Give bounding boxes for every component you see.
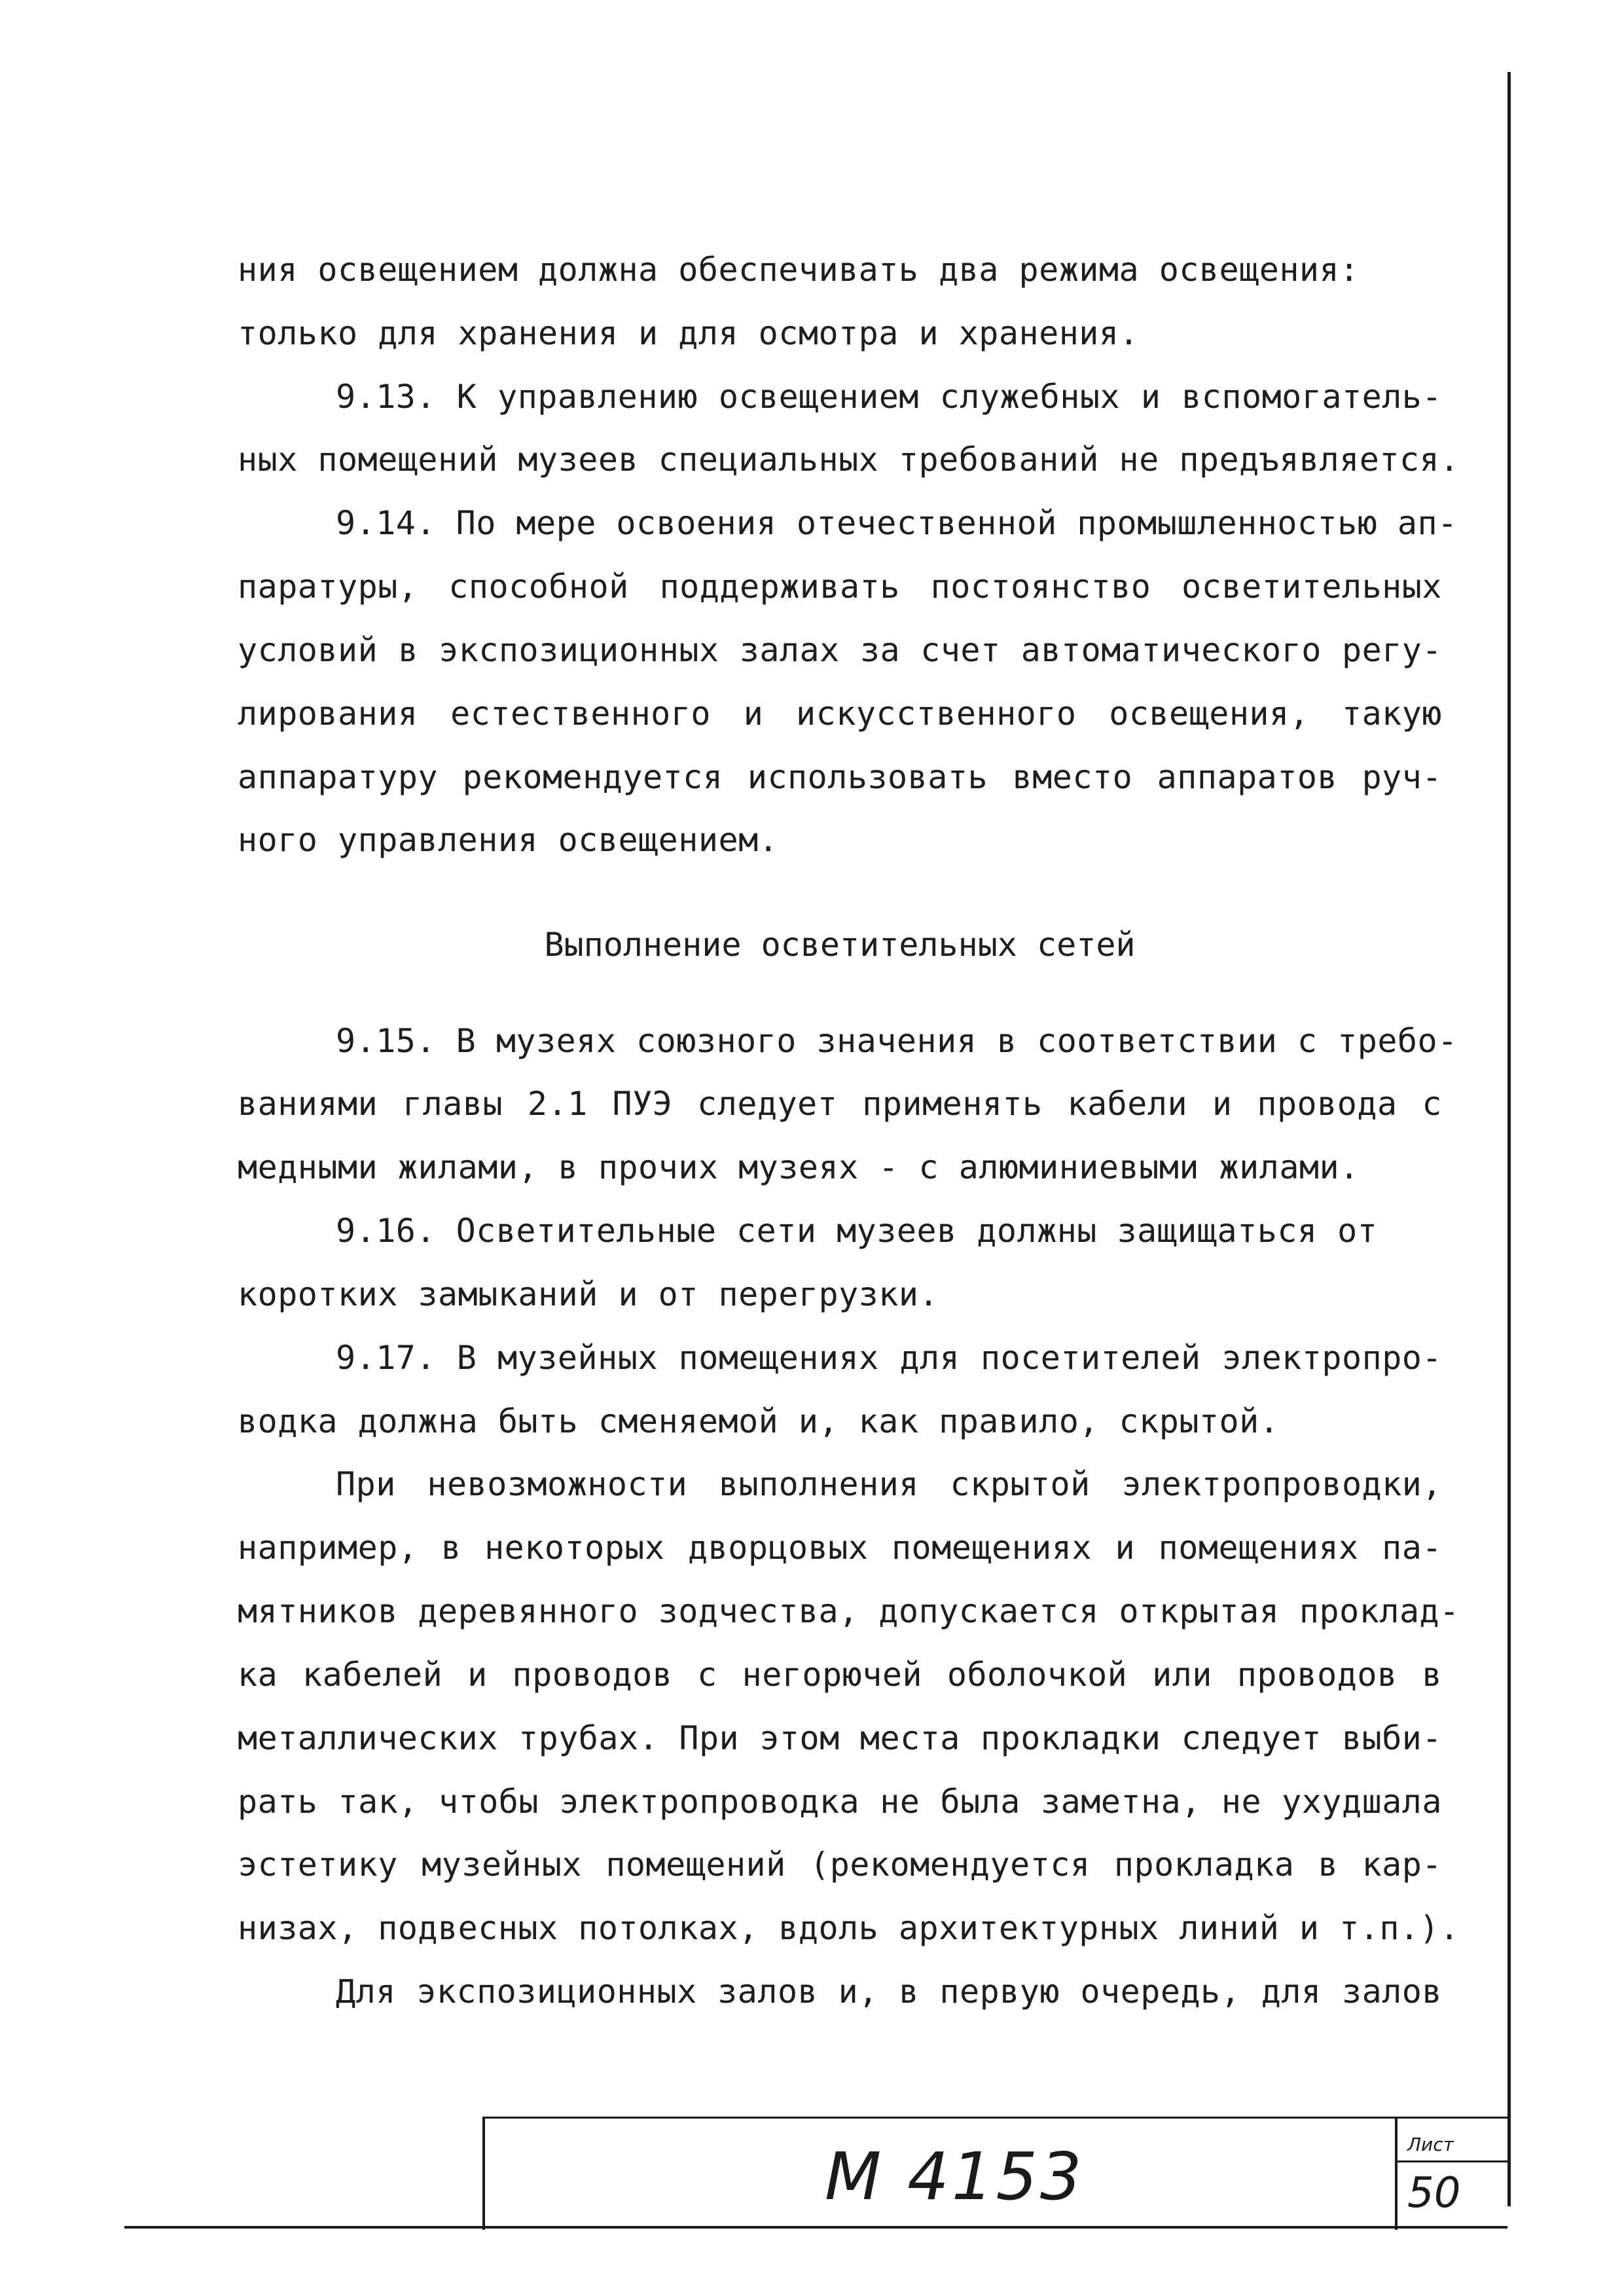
text-line: 9.14. По мере освоения отечественной промышленностью ап- xyxy=(336,504,1458,542)
text-line: ваниями главы 2.1 ПУЭ следует применять кабели и провода с xyxy=(238,1085,1442,1123)
text-line: металлических трубах. При этом места прокладки следует выби- xyxy=(238,1719,1442,1757)
sheet-label: Лист xyxy=(1407,2134,1454,2155)
text-line: 9.15. В музеях союзного значения в соответствии с требо- xyxy=(336,1022,1458,1060)
text-line: 9.13. К управлению освещением служебных и вспомогатель- xyxy=(336,378,1442,416)
text-line: ных помещений музеев специальных требований не предъявляется. xyxy=(238,441,1460,479)
document-code: M 4153 xyxy=(825,2138,1085,2215)
text-line: только для хранения и для осмотра и хранения. xyxy=(238,314,1140,352)
text-line: 9.16. Осветительные сети музеев должны защищаться от xyxy=(336,1212,1378,1250)
text-line: медными жилами, в прочих музеях - с алюминиевыми жилами. xyxy=(238,1148,1360,1186)
text-line: мятников деревянного зодчества, допускается открытая проклад- xyxy=(238,1592,1460,1630)
text-line: например, в некоторых дворцовых помещениях и помещениях па- xyxy=(238,1529,1442,1567)
text-line: аппаратуру рекомендуется использовать вместо аппаратов руч- xyxy=(238,758,1442,796)
text-line: При невозможности выполнения скрытой электропроводки, xyxy=(336,1465,1442,1503)
page-right-border xyxy=(1507,72,1511,2206)
text-line: коротких замыканий и от перегрузки. xyxy=(238,1275,939,1313)
text-line: 9.17. В музейных помещениях для посетителей электропро- xyxy=(336,1339,1442,1377)
text-line: Для экспозиционных залов и, в первую очередь, для залов xyxy=(336,1973,1442,2011)
sheet-cell-divider xyxy=(1395,2160,1507,2162)
text-line: паратуры, способной поддерживать постоянство осветительных xyxy=(238,568,1442,606)
text-line: водка должна быть сменяемой и, как правило, скрытой. xyxy=(238,1402,1280,1440)
text-line: ния освещением должна обеспечивать два режима освещения: xyxy=(238,251,1360,289)
text-line: условий в экспозиционных залах за счет автоматического регу- xyxy=(238,631,1442,669)
text-line: лирования естественного и искусственного освещения, такую xyxy=(238,695,1442,733)
text-line: рать так, чтобы электропроводка не была заметна, не ухудшала xyxy=(238,1783,1442,1821)
sheet-number: 50 xyxy=(1407,2169,1461,2217)
bottom-frame-line xyxy=(124,2226,1507,2229)
section-heading: Выполнение осветительных сетей xyxy=(544,926,1136,964)
text-line: ка кабелей и проводов с негорючей оболочкой или проводов в xyxy=(238,1656,1442,1694)
text-line: эстетику музейных помещений (рекомендуется прокладка в кар- xyxy=(238,1846,1442,1884)
text-line: низах, подвесных потолках, вдоль архитектурных линий и т.п.). xyxy=(238,1909,1460,1947)
text-line: ного управления освещением. xyxy=(238,821,779,859)
